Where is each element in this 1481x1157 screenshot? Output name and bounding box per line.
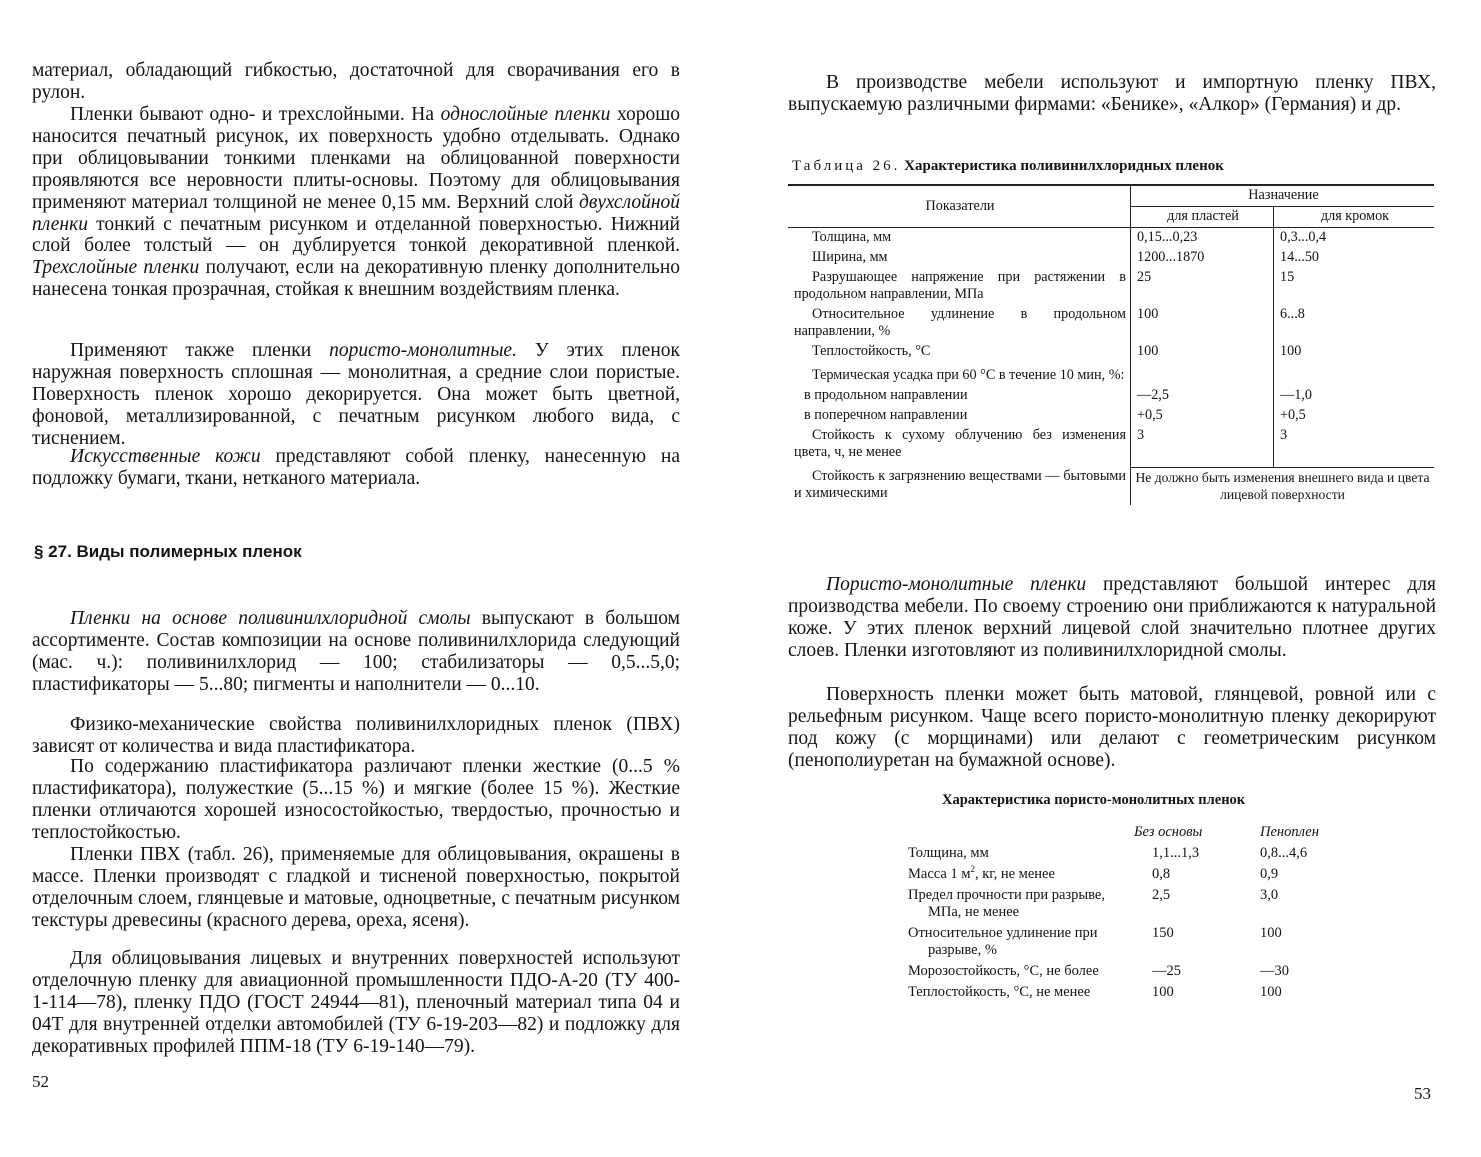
row-label: Разрушающее напряжение при растяжении в продольном направлении, МПа (794, 269, 1126, 302)
row-value-edges: 100 (1274, 342, 1435, 366)
emphasis-term: Трехслойные пленки (32, 257, 200, 279)
table2-title: Характеристика пористо-монолитных пленок (942, 792, 1246, 808)
row-value-penoplen: 0,9 (1260, 866, 1279, 882)
header-purpose: Назначение (1131, 185, 1435, 207)
text-run: У этих пленок наружная поверхность сплошная — монолитная, а средние слои пористые. Поверхность пленок хорошо декорируется. Она может быть цветной, фоновой, металлизированной, с печатным рисунком любого вида, с тиснением. (32, 340, 680, 449)
row-value-no-base: —25 (1152, 963, 1181, 979)
table-row (904, 961, 1354, 982)
page-number: 52 (32, 1072, 49, 1091)
header-col-sheets: для пластей (1131, 207, 1274, 228)
paragraph-continuation: материал, обладающий гибкостью, достаточной для сворачивания его в рулон. (32, 60, 680, 103)
emphasis-term: Пористо-монолитные пленки (826, 574, 1087, 595)
row-value-edges (1274, 366, 1435, 386)
row-label: Толщина, мм (812, 229, 892, 245)
table-caption-prefix: Таблица 26. (792, 158, 901, 174)
row-value-edges: +0,5 (1274, 406, 1435, 426)
row-value-no-base: 150 (1152, 925, 1174, 941)
text-run: Применяют также пленки (70, 340, 330, 361)
paragraph-artificial-leather (32, 446, 680, 490)
header-col-edges: для кромок (1274, 207, 1435, 228)
table-row (788, 268, 1434, 305)
table-row (788, 305, 1434, 342)
row-label: Стойкость к сухому облучению без изменения цвета, ч, не менее (794, 427, 1126, 460)
row-value-edges: —1,0 (1274, 386, 1435, 406)
header-indicator: Показатели (788, 185, 1131, 228)
superscript: 2 (970, 864, 975, 875)
table-row (788, 467, 1434, 505)
row-value-sheets: 100 (1131, 342, 1274, 366)
row-value-edges: 15 (1274, 268, 1435, 305)
row-value-no-base: 2,5 (1152, 887, 1171, 903)
header-no-base: Без основы (1134, 824, 1203, 840)
table-porous-characteristics (904, 822, 1354, 1003)
text-run: тонкий с печатным рисунком и отделанной поверхностью. Нижний слой более толстый — он дублируется тонкой декоративной пленкой. (32, 213, 680, 257)
table-caption-title: Характеристика поливинилхлоридных пленок (904, 158, 1224, 174)
paragraph-porous-monolithic (788, 574, 1436, 662)
header-blank (904, 822, 1130, 843)
row-value-sheets: —2,5 (1131, 386, 1274, 406)
row-value-sheets: 0,15...0,23 (1131, 228, 1274, 249)
emphasis-term: двухслойной пленки (32, 191, 680, 235)
table-row (904, 885, 1354, 923)
row-value-edges: 0,3...0,4 (1274, 228, 1435, 249)
row-value-penoplen: 3,0 (1260, 887, 1279, 903)
row-label: Относительное удлинение при разрыве, % (908, 925, 1098, 958)
row-value-penoplen: 100 (1260, 925, 1282, 941)
row-value-no-base: 1,1...1,3 (1152, 845, 1200, 861)
paragraph-pvc-films-usage: Пленки ПВХ (табл. 26), применяемые для облицовывания, окрашены в массе. Пленки производят с гладкой и тисненой поверхностью, покрытой отделочным слоем, глянцевые и матовые, одноцветные, с печатным рисунком текстуры древесины (красного дерева, ореха, ясеня). (32, 844, 680, 931)
row-value-edges: 6...8 (1274, 305, 1435, 342)
table-row (788, 248, 1434, 268)
row-label: в поперечном направлении (804, 407, 968, 423)
paragraph-imported-pvc: В производстве мебели используют и импортную пленку ПВХ, выпускаемую различными фирмами: «Бенике», «Алкор» (Германия) и др. (788, 72, 1436, 115)
row-value-penoplen: —30 (1260, 963, 1289, 979)
row-label: Морозостойкость, °С, не более (908, 963, 1099, 979)
table-pvc-characteristics (788, 184, 1434, 505)
paragraph-pvc-composition (32, 608, 680, 696)
emphasis-term: Искусственные кожи (70, 446, 261, 467)
row-label (904, 864, 1130, 885)
row-value-penoplen: 100 (1260, 984, 1282, 1000)
text-run: Масса 1 м (908, 866, 971, 882)
row-value-sheets (1131, 366, 1274, 386)
row-label: Предел прочности при разрыве, МПа, не менее (908, 887, 1105, 920)
paragraph-porous-films (32, 340, 680, 450)
text-run: , кг, не менее (975, 866, 1055, 882)
row-value-edges: 14...50 (1274, 248, 1435, 268)
row-value-no-base: 0,8 (1152, 866, 1171, 882)
row-label: Стойкость к загрязнению веществами — бытовыми и химическими (794, 468, 1126, 501)
row-label: Относительное удлинение в продольном направлении, % (794, 306, 1126, 339)
table-row (904, 923, 1354, 961)
paragraph-plasticizer: По содержанию пластификатора различают пленки жесткие (0...5 % пластификатора), полужесткие (5...15 %) и мягкие (более 15 %). Жесткие пленки отличаются хорошей износостойкостью, твердостью, прочностью и теплостойкостью. (32, 756, 680, 843)
paragraph-finishing-films: Для облицовывания лицевых и внутренних поверхностей используют отделочную пленку для авиационной промышленности ПДО-А-20 (ТУ 400-1-114—78), пленку ПДО (ГОСТ 24944—81), пленочный материал типа 04 и 04Т для внутренней отделки автомобилей (ТУ 6-19-203—82) и подложку для декоративных профилей ППМ-18 (ТУ 6-19-140—79). (32, 948, 680, 1057)
table-row (788, 366, 1434, 386)
row-value-sheets: 100 (1131, 305, 1274, 342)
row-label: Ширина, мм (812, 249, 888, 265)
row-value-sheets: 3 (1131, 426, 1274, 467)
table-row (904, 843, 1354, 864)
page-number: 53 (1414, 1084, 1431, 1103)
row-value-sheets: 1200...1870 (1131, 248, 1274, 268)
emphasis-term: Пленки на основе поливинилхлоридной смолы (70, 608, 471, 629)
row-value-merged: Не должно быть изменения внешнего вида и цвета лицевой поверхности (1131, 467, 1435, 505)
row-value-sheets: 25 (1131, 268, 1274, 305)
section-heading: § 27. Виды полимерных пленок (34, 542, 302, 561)
text-run: Пленки бывают одно- и трехслойными. На (70, 104, 441, 125)
table-row (788, 386, 1434, 406)
row-label: Теплостойкость, °С, не менее (908, 984, 1091, 1000)
table-row (788, 342, 1434, 366)
row-label: Толщина, мм (908, 845, 989, 861)
text-run: выпускают в большом ассортименте. Состав композиции на основе поливинилхлорида следующий (мас. ч.): поливинилхлорид — 100; стабилизаторы — 0,5...5,0; пластификаторы — 5...80; пигменты и наполнители — 0...10. (32, 608, 681, 695)
table-row (788, 426, 1434, 467)
header-penoplen: Пеноплен (1260, 824, 1319, 840)
table-row (788, 228, 1434, 249)
row-label: в продольном направлении (804, 387, 968, 403)
text-run: хорошо наносится печатный рисунок, их поверхность удобно отделывать. Однако при облицовывании тонкими пленками на облицованной поверхности проявляются все неровности плиты-основы. Поэтому для облицовывания применяют материал толщиной не менее 0,15 мм. Верхний слой (32, 104, 681, 213)
table-row (904, 982, 1354, 1003)
row-value-sheets: +0,5 (1131, 406, 1274, 426)
table-row (904, 864, 1354, 885)
table-row (788, 406, 1434, 426)
row-label: Теплостойкость, °С (812, 343, 931, 359)
emphasis-term: пористо-монолитные. (329, 340, 517, 361)
table-caption (792, 158, 1432, 175)
row-label: Термическая усадка при 60 °С в течение 10 мин, %: (812, 367, 1125, 383)
paragraph-layer-types (32, 104, 680, 301)
paragraph-surface: Поверхность пленки может быть матовой, глянцевой, ровной или с рельефным рисунком. Чаще всего пористо-монолитную пленку декорируют под кожу (с морщинами) или делают с геометрическим рисунком (пенополиуретан на бумажной основе). (788, 684, 1436, 771)
row-value-penoplen: 0,8...4,6 (1260, 845, 1308, 861)
text-run: представляют большой интерес для производства мебели. По своему строению они приближаются к натуральной коже. У этих пленок верхний лицевой слой значительно плотнее других слоев. Пленки изготовляют из поливинилхлоридной смолы. (788, 574, 1436, 661)
text-run: получают, если на декоративную пленку дополнительно нанесена тонкая прозрачная, стойкая к внешним воздействиям пленка. (32, 257, 681, 301)
row-value-edges: 3 (1274, 426, 1435, 467)
emphasis-term: однослойные пленки (440, 104, 611, 125)
row-value-no-base: 100 (1152, 984, 1174, 1000)
text-run: представляют собой пленку, нанесенную на подложку бумаги, ткани, нетканого материала. (32, 446, 680, 489)
paragraph-pvc-properties: Физико-механические свойства поливинилхлоридных пленок (ПВХ) зависят от количества и вида пластификатора. (32, 714, 680, 757)
